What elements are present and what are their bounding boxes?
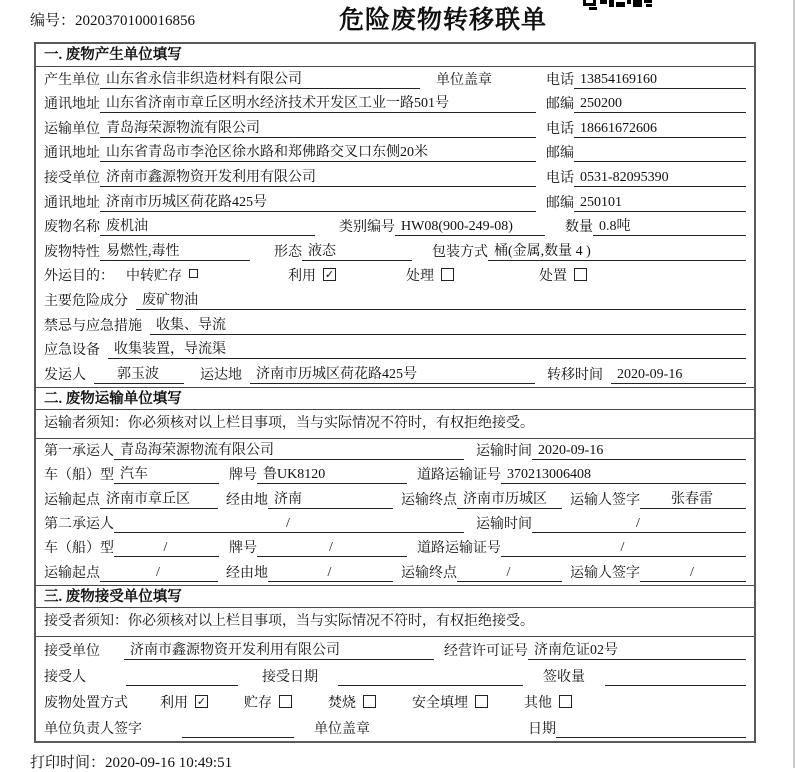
purpose-option-treatment (406, 265, 454, 285)
print-time-label: 打印时间： (30, 755, 106, 771)
responsible-signature-value (182, 737, 294, 738)
page-right-edge-line (793, 0, 795, 768)
emergency-label: 禁忌与应急措施 (44, 318, 142, 334)
route-via-value: 济南 (268, 488, 393, 509)
address-label: 通讯地址 (44, 195, 100, 211)
first-route-row (44, 487, 746, 511)
carrier-signature-label: 运输人签字 (570, 565, 640, 581)
zip-label: 邮编 (546, 146, 574, 162)
category-code-label: 类别编号 (339, 220, 395, 236)
route-end-value: / (457, 565, 562, 582)
first-carrier-label: 第一承运人 (44, 444, 114, 460)
option-label: 中转贮存 (126, 269, 182, 285)
transport-time-label: 运输时间 (476, 444, 532, 460)
hazard-component-row (44, 288, 746, 313)
producer-value: 山东省永信非织造材料有限公司 (100, 68, 420, 89)
phone-label: 电话 (546, 121, 574, 137)
accepting-unit-value: 济南市鑫源物资开发利用有限公司 (124, 639, 434, 660)
quantity-label: 数量 (565, 220, 593, 236)
route-origin-label: 运输起点 (44, 565, 100, 581)
receiver-address-value: 济南市历城区荷花路425号 (100, 191, 536, 212)
qr-code-fragment-icon (583, 0, 653, 10)
transfer-time-label: 转移时间 (547, 367, 603, 383)
producer-zip-value: 250200 (574, 96, 746, 113)
address-label: 通讯地址 (44, 97, 100, 113)
date-value (556, 737, 746, 738)
option-label: 安全填埋 (412, 696, 468, 712)
zip-label: 邮编 (546, 97, 574, 113)
road-license-label: 道路运输证号 (417, 468, 501, 484)
quantity-value: 0.8吨 (593, 215, 746, 236)
hazard-value: 废矿物油 (136, 289, 746, 310)
option-label: 处理 (406, 269, 434, 285)
consignor-label: 发运人 (44, 367, 86, 383)
option-label: 利用 (160, 696, 188, 712)
permit-number-label: 经营许可证号 (444, 643, 528, 659)
accept-date-value (338, 685, 523, 686)
checkbox-icon (574, 268, 587, 281)
vehicle-type-label: 车（船）型 (44, 468, 114, 484)
transfer-form-table (34, 42, 756, 743)
disposal-option-storage (244, 692, 292, 712)
route-via-value: / (268, 565, 393, 582)
checkbox-checked-icon: ✓ (324, 267, 335, 281)
transfer-time-value: 2020-09-16 (611, 367, 746, 384)
checkbox-icon (441, 268, 454, 281)
checkbox-icon (189, 269, 198, 278)
section2-rows (36, 439, 754, 585)
unit-seal-label: 单位盖章 (436, 72, 492, 88)
purpose-option-recycle (288, 265, 336, 285)
producer-row (44, 67, 746, 92)
road-license-label: 道路运输证号 (417, 541, 501, 557)
producer-phone-value: 13854169160 (574, 72, 746, 89)
acceptor-row (44, 663, 746, 689)
vehicle-type-label: 车（船）型 (44, 541, 114, 557)
purpose-label: 外运目的： (44, 269, 114, 285)
serial-label: 编号： (30, 13, 76, 29)
waste-name-value: 废机油 (100, 215, 315, 236)
option-label: 利用 (288, 269, 316, 285)
received-quantity-label: 签收量 (543, 669, 585, 685)
packing-label: 包装方式 (432, 244, 488, 260)
carrier-signature-value: / (640, 565, 746, 582)
option-label: 处置 (539, 269, 567, 285)
serial-value: 2020370100016856 (75, 13, 196, 29)
receiver-label: 接受单位 (44, 170, 100, 186)
section1-rows (36, 67, 754, 387)
transporter-phone-value: 18661672606 (574, 121, 746, 138)
transport-time-label: 运输时间 (476, 516, 532, 532)
property-value: 易燃性,毒性 (100, 240, 250, 261)
responsible-signature-row (44, 715, 746, 741)
route-end-value: 济南市历城区 (457, 488, 562, 509)
route-origin-value: 济南市章丘区 (100, 488, 218, 509)
packing-value: 桶(金属,数量 4 ) (488, 240, 746, 261)
option-label: 其他 (524, 696, 552, 712)
option-label: 焚烧 (328, 696, 356, 712)
transporter-label: 运输单位 (44, 121, 100, 137)
carrier-signature-label: 运输人签字 (570, 492, 640, 508)
route-end-label: 运输终点 (401, 565, 457, 581)
receiver-address-row (44, 190, 746, 215)
acceptor-label: 接受人 (44, 669, 86, 685)
transporter-address-row (44, 141, 746, 166)
emergency-measures-row (44, 313, 746, 338)
emergency-equipment-row (44, 338, 746, 363)
waste-name-row (44, 215, 746, 240)
checkbox-icon (475, 695, 488, 708)
section2-heading: 二. 废物运输单位填写 (36, 387, 754, 410)
transporter-zip-value (574, 161, 746, 162)
disposal-option-other (524, 692, 572, 712)
first-carrier-row (44, 439, 746, 463)
property-label: 废物特性 (44, 244, 100, 260)
phone-label: 电话 (546, 170, 574, 186)
accept-date-label: 接受日期 (262, 669, 318, 685)
disposal-option-landfill (412, 692, 488, 712)
physical-form-value: 液态 (302, 240, 412, 261)
transport-time-value: 2020-09-16 (532, 443, 746, 460)
disposal-option-incineration (328, 692, 376, 712)
responsible-signature-label: 单位负责人签字 (44, 722, 142, 738)
emergency-value: 收集、导流 (150, 314, 746, 335)
destination-value: 济南市历城区荷花路425号 (250, 363, 535, 384)
disposal-method-label: 废物处置方式 (44, 696, 128, 712)
receiver-value: 济南市鑫源物资开发利用有限公司 (100, 166, 536, 187)
unit-seal-label: 单位盖章 (314, 722, 370, 738)
road-license-value: 370213006408 (501, 467, 746, 484)
producer-address-row (44, 92, 746, 117)
second-route-row (44, 560, 746, 584)
receiver-notice: 接受者须知：你必须核对以上栏目事项，当与实际情况不符时，有权拒绝接受。 (36, 608, 754, 637)
checkbox-icon (279, 695, 292, 708)
date-label: 日期 (528, 722, 556, 738)
option-label: 贮存 (244, 696, 272, 712)
route-via-label: 经由地 (226, 565, 268, 581)
route-origin-value: / (100, 565, 218, 582)
receiver-row (44, 165, 746, 190)
hazard-label: 主要危险成分 (44, 293, 128, 309)
transporter-value: 青岛海荣源物流有限公司 (100, 117, 536, 138)
producer-label: 产生单位 (44, 72, 100, 88)
accepting-unit-row (44, 637, 746, 663)
disposal-option-recycle (160, 692, 208, 712)
transport-time-value: / (532, 516, 746, 533)
phone-label: 电话 (546, 72, 574, 88)
second-carrier-row (44, 512, 746, 536)
transporter-notice: 运输者须知：你必须核对以上栏目事项，当与实际情况不符时，有权拒绝接受。 (36, 410, 754, 439)
equipment-value: 收集装置，导流渠 (108, 338, 746, 359)
purpose-option-disposal (539, 265, 587, 285)
plate-label: 牌号 (229, 468, 257, 484)
consignor-value: 郭玉波 (94, 363, 184, 384)
road-license-value: / (501, 540, 746, 557)
page-title: 危险废物转移联单 (338, 7, 547, 34)
receiver-phone-value: 0531-82095390 (574, 170, 746, 187)
carrier-signature-value: 张春雷 (640, 488, 746, 509)
section3-heading: 三. 废物接受单位填写 (36, 585, 754, 608)
disposal-method-row (44, 689, 746, 715)
second-vehicle-row (44, 536, 746, 560)
second-carrier-label: 第二承运人 (44, 516, 114, 532)
first-carrier-value: 青岛海荣源物流有限公司 (114, 439, 464, 460)
category-code-value: HW08(900-249-08) (395, 219, 545, 236)
plate-label: 牌号 (229, 541, 257, 557)
zip-label: 邮编 (546, 195, 574, 211)
first-vehicle-row (44, 463, 746, 487)
route-end-label: 运输终点 (401, 492, 457, 508)
checkbox-checked-icon: ✓ (196, 694, 207, 708)
section3-rows (36, 637, 754, 742)
physical-form-label: 形态 (274, 244, 302, 260)
plate-value: 鲁UK8120 (257, 463, 407, 484)
accepting-unit-label: 接受单位 (44, 643, 100, 659)
receiver-zip-value: 250101 (574, 195, 746, 212)
received-quantity-value (605, 685, 746, 686)
plate-value: / (257, 540, 407, 557)
permit-number-value: 济南危证02号 (528, 639, 746, 660)
route-via-label: 经由地 (226, 492, 268, 508)
address-label: 通讯地址 (44, 146, 100, 162)
transporter-address-value: 山东省青岛市李沧区徐水路和郑佛路交叉口东侧20米 (100, 141, 536, 162)
consignor-row (44, 362, 746, 387)
acceptor-value (126, 685, 238, 686)
checkbox-icon (363, 695, 376, 708)
checkbox-icon (559, 695, 572, 708)
producer-address-value: 山东省济南市章丘区明水经济技术开发区工业一路501号 (100, 92, 536, 113)
transporter-row (44, 116, 746, 141)
print-time-value: 2020-09-16 10:49:51 (105, 755, 233, 771)
print-time (30, 751, 232, 772)
waste-property-row (44, 239, 746, 264)
section1-heading: 一. 废物产生单位填写 (36, 44, 754, 67)
vehicle-type-value: / (114, 540, 219, 557)
route-origin-label: 运输起点 (44, 492, 100, 508)
transfer-purpose-row (44, 264, 746, 289)
waste-name-label: 废物名称 (44, 220, 100, 236)
second-carrier-value: / (114, 516, 464, 533)
purpose-option-transfer-storage (126, 265, 198, 285)
destination-label: 运达地 (200, 367, 242, 383)
vehicle-type-value: 汽车 (114, 463, 219, 484)
equipment-label: 应急设备 (44, 343, 100, 359)
